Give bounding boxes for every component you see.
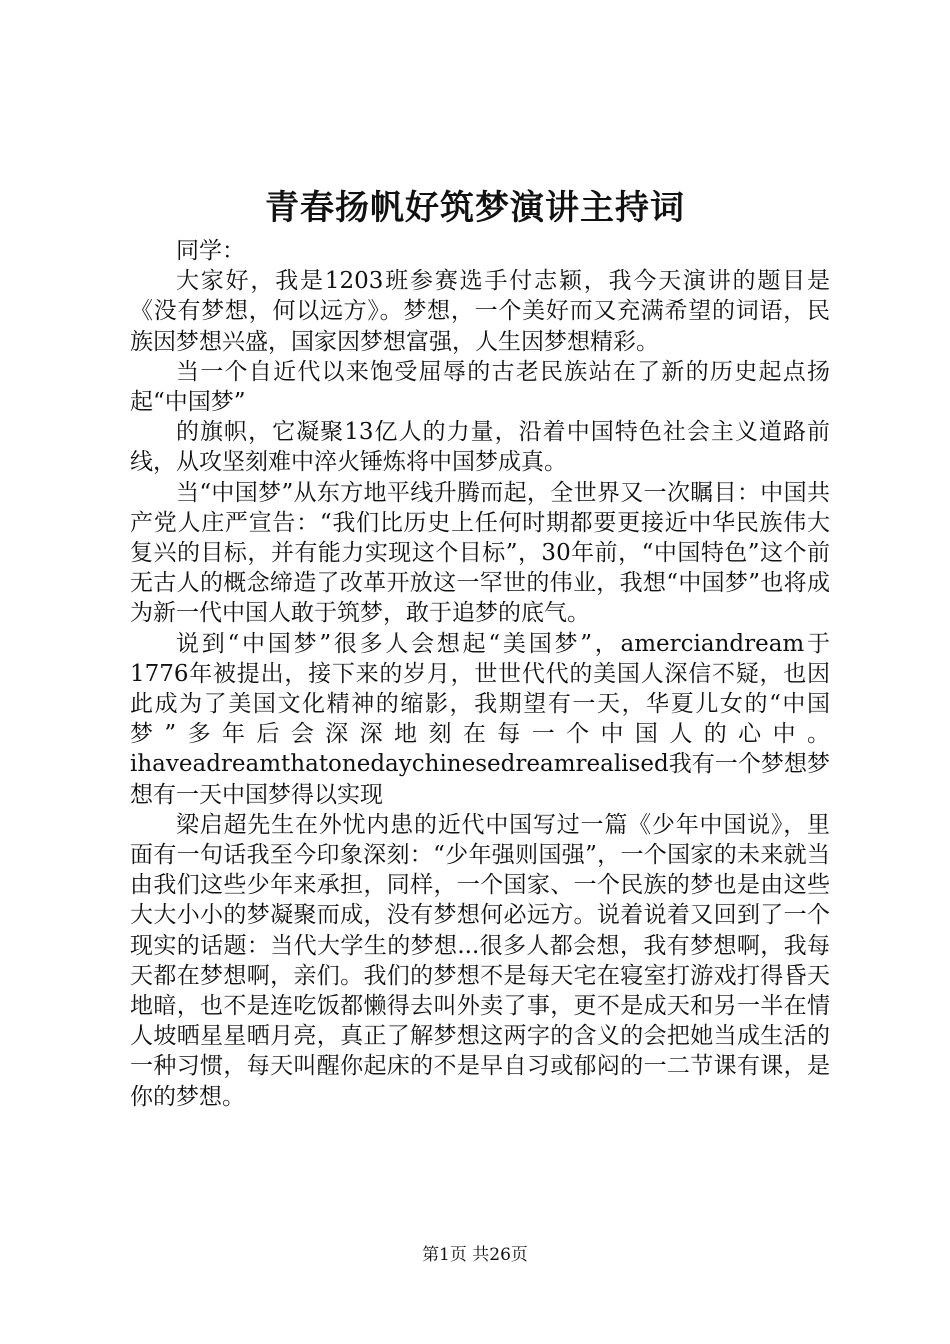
document-body	[130, 236, 830, 1112]
document-title: 青春扬帆好筑梦演讲主持词	[265, 188, 685, 228]
paragraph-salutation: 同学：	[176, 238, 245, 264]
paragraph: 说到“中国梦”很多人会想起“美国梦”，amerciandream于1776年被提出，接下来的岁月，世世代代的美国人深信不疑，也因此成为了美国文化精神的缩影，我期望有一天，华夏儿女的“中国梦”多年后会深深地刻在每一个中国人的心中。ihaveadreamthatonedaychinesedreamrealised我有一个梦想梦想有一天中国梦得以实现	[130, 630, 830, 808]
paragraph: 大家好，我是1203班参赛选手付志颖，我今天演讲的题目是《没有梦想，何以远方》。梦想，一个美好而又充满希望的词语，民族因梦想兴盛，国家因梦想富强，人生因梦想精彩。	[130, 268, 830, 355]
page-number-footer: 第1页 共26页	[422, 1245, 528, 1265]
paragraph: 当“中国梦”从东方地平线升腾而起，全世界又一次瞩目：中国共产党人庄严宣告：“我们比历史上任何时期都要更接近中华民族伟大复兴的目标，并有能力实现这个目标”，30年前，“中国特色”这个前无古人的概念缔造了改革开放这一罕世的伟业，我想“中国梦”也将成为新一代中国人敢于筑梦，敢于追梦的底气。	[130, 479, 830, 627]
paragraph: 梁启超先生在外忧内患的近代中国写过一篇《少年中国说》，里面有一句话我至今印象深刻：“少年强则国强”，一个国家的未来就当由我们这些少年来承担，同样，一个国家、一个民族的梦也是由这些大大小小的梦凝聚而成，没有梦想何必远方。说着说着又回到了一个现实的话题：当代大学生的梦想...很多人都会想，我有梦想啊，我每天都在梦想啊，亲们。我们的梦想不是每天宅在寝室打游戏打得昏天地暗，也不是连吃饭都懒得去叫外卖了事，更不是成天和另一半在情人坡晒星星晒月亮，真正了解梦想这两字的含义的会把她当成生活的一种习惯，每天叫醒你起床的不是早自习或郁闷的一二节课有课，是你的梦想。	[130, 811, 830, 1110]
paragraph: 当一个自近代以来饱受屈辱的古老民族站在了新的历史起点扬起“中国梦”	[130, 358, 830, 416]
paragraph: 的旗帜，它凝聚13亿人的力量，沿着中国特色社会主义道路前线，从攻坚刻难中淬火锤炼将中国梦成真。	[130, 419, 830, 476]
